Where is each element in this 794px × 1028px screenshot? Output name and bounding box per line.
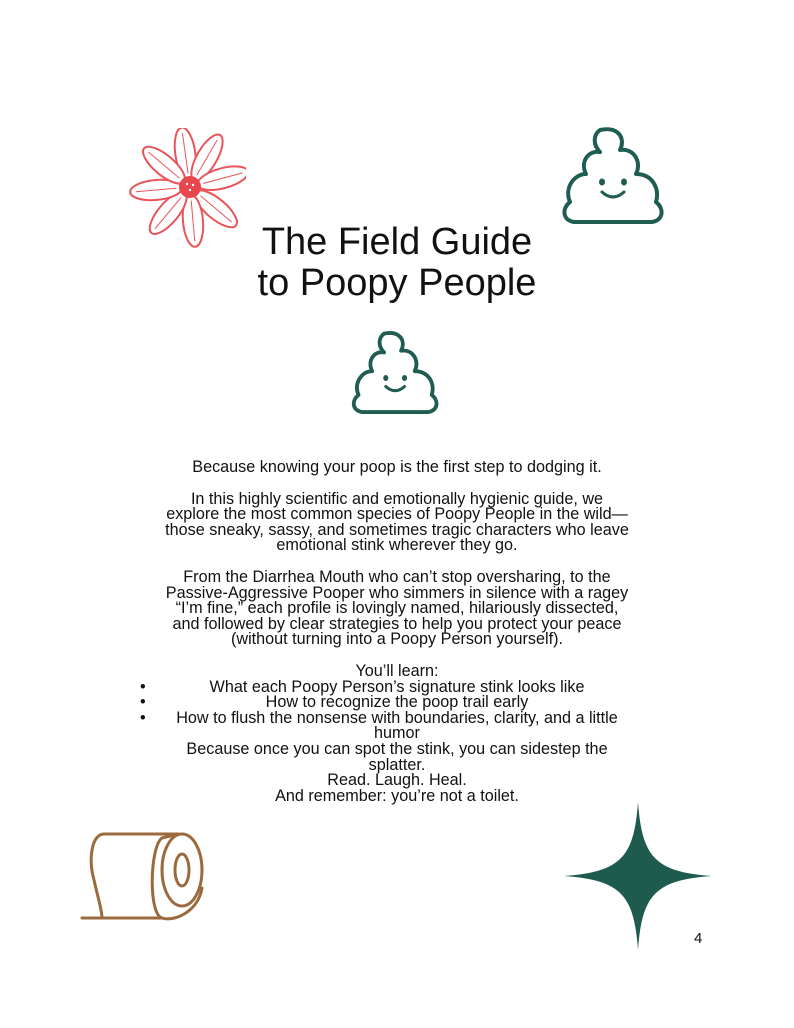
bullet-text: How to flush the nonsense with boundaries, clarity, and a little (176, 708, 618, 727)
paragraph-line: From the Diarrhea Mouth who can’t stop oversharing, to the (183, 567, 611, 586)
page-title (0, 222, 794, 304)
intro-line: those sneaky, sassy, and sometimes tragic characters who leave (165, 520, 629, 539)
intro-line: In this highly scientific and emotionally hygienic guide, we (190, 489, 604, 508)
closing-line: Read. Laugh. Heal. (327, 771, 467, 790)
bullet-dot: • (140, 677, 146, 696)
poop-icon (350, 328, 442, 416)
paragraph-line: (without turning into a Poopy Person yourself). (230, 630, 564, 649)
bullet-dot: • (140, 693, 146, 712)
bullet-text: What each Poopy Person’s signature stink looks like (209, 677, 585, 696)
paragraph-line: Passive-Aggressive Pooper who simmers in silence with a ragey (165, 583, 629, 602)
page-number: 4 (694, 930, 703, 947)
poop-icon (560, 124, 668, 226)
bullet-text: humor (374, 724, 420, 743)
intro-line: emotional stink wherever they go. (276, 536, 518, 555)
title-line-2: to Poopy People (257, 262, 537, 304)
list-item-continuation (120, 726, 674, 742)
closing-line: And remember: you’re not a toilet. (275, 786, 519, 805)
bullet-text: How to recognize the poop trail early (265, 693, 529, 712)
toilet-paper-icon (78, 828, 208, 924)
sparkle-icon (562, 800, 714, 952)
bullet-dot: • (140, 708, 146, 727)
bullet-list (120, 677, 674, 743)
paragraph-line: and followed by clear strategies to help you protect your peace (172, 614, 622, 633)
intro-line: explore the most common species of Poopy People in the wild— (166, 505, 628, 524)
title-line-1: The Field Guide (261, 221, 533, 263)
closing-line: Because once you can spot the stink, you can sidestep the (186, 739, 608, 758)
body-text (120, 460, 674, 804)
tagline: Because knowing your poop is the first step to dodging it. (192, 458, 602, 476)
learn-heading: You’ll learn: (355, 661, 439, 680)
paragraph-line: “I’m fine,” each profile is lovingly named, hilariously dissected, (175, 599, 619, 618)
closing-line: splatter. (368, 755, 426, 774)
